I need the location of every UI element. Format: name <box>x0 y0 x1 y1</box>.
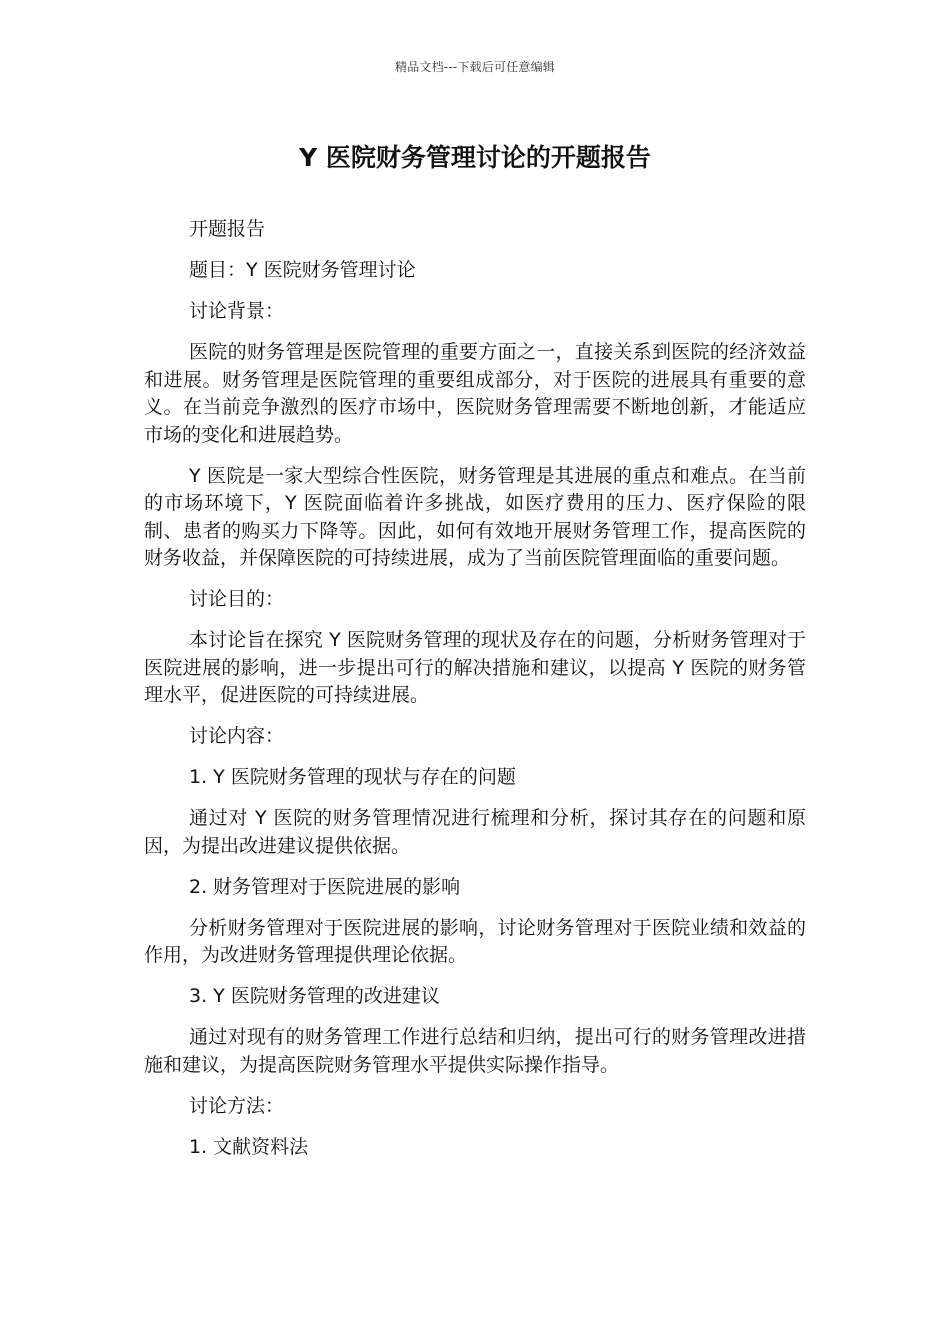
paragraph-purpose: 本讨论旨在探究 Y 医院财务管理的现状及存在的问题，分析财务管理对于医院进展的影响，进一步提出可行的解决措施和建议，以提高 Y 医院的财务管理水平，促进医院的可持续进展。 <box>144 629 806 706</box>
paragraph-method-item-1: 1. 文献资料法 <box>189 1135 309 1158</box>
paragraph-content-item-3-desc: 通过对现有的财务管理工作进行总结和归纳，提出可行的财务管理改进措施和建议，为提高医院财务管理水平提供实际操作指导。 <box>144 1026 806 1076</box>
paragraph-background-1: 医院的财务管理是医院管理的重要方面之一，直接关系到医院的经济效益和进展。财务管理是医院管理的重要组成部分，对于医院的进展具有重要的意义。在当前竞争激烈的医疗市场中，医院财务管理需要不断地创新，才能适应市场的变化和进展趋势。 <box>144 341 806 446</box>
paragraph-content-item-2-desc: 分析财务管理对于医院进展的影响，讨论财务管理对于医院业绩和效益的作用，为改进财务管理提供理论依据。 <box>144 916 806 966</box>
document-body <box>144 216 806 1175</box>
paragraph-background-2: Y 医院是一家大型综合性医院，财务管理是其进展的重点和难点。在当前的市场环境下，Y 医院面临着许多挑战，如医疗费用的压力、医疗保险的限制、患者的购买力下降等。因此，如何有效地开展财务管理工作，提高医院的财务收益，并保障医院的可持续进展，成为了当前医院管理面临的重要问题。 <box>144 464 806 569</box>
paragraph-content-item-2: 2. 财务管理对于医院进展的影响 <box>189 875 461 898</box>
document-title: Y 医院财务管理讨论的开题报告 <box>299 143 651 172</box>
header-note: 精品文档---下载后可任意编辑 <box>395 60 555 74</box>
paragraph-purpose-heading: 讨论目的： <box>189 588 285 610</box>
paragraph-content-item-1: 1. Y 医院财务管理的现状与存在的问题 <box>189 766 516 788</box>
paragraph-background-heading: 讨论背景： <box>189 300 285 322</box>
paragraph-report-label: 开题报告 <box>189 218 266 240</box>
paragraph-content-item-3: 3. Y 医院财务管理的改进建议 <box>189 985 440 1007</box>
paragraph-content-heading: 讨论内容： <box>189 725 285 747</box>
paragraph-method-heading: 讨论方法： <box>189 1094 285 1117</box>
paragraph-topic: 题目：Y 医院财务管理讨论 <box>189 259 416 281</box>
paragraph-content-item-1-desc: 通过对 Y 医院的财务管理情况进行梳理和分析，探讨其存在的问题和原因，为提出改进建议提供依据。 <box>144 807 806 857</box>
